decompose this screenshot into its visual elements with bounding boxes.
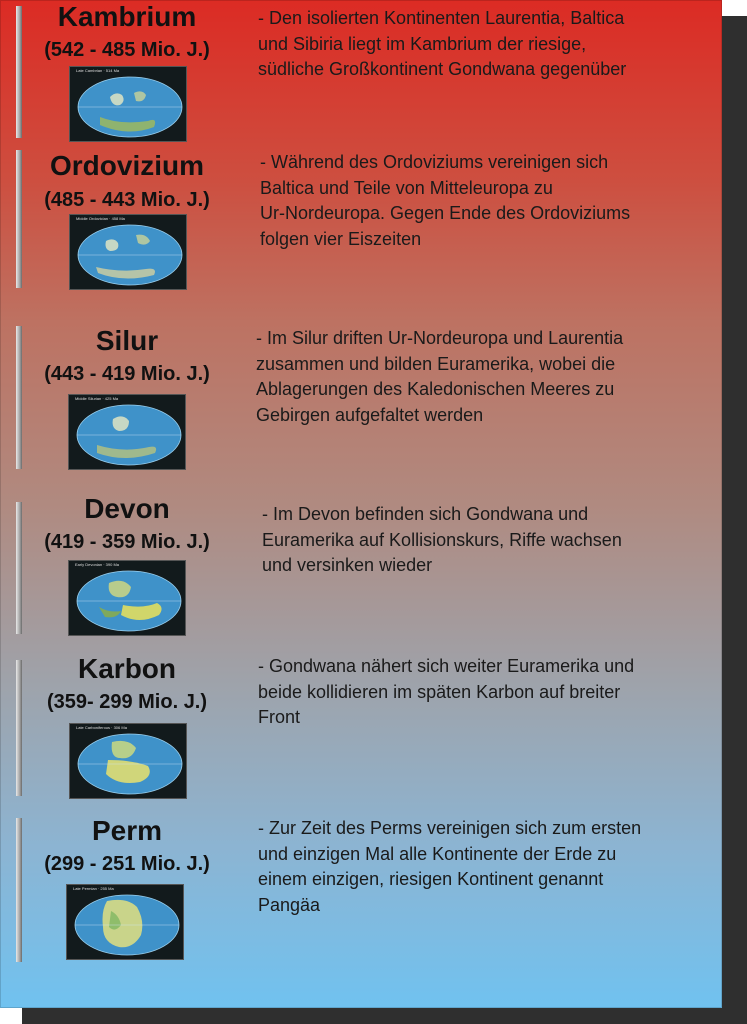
period-range: (542 - 485 Mio. J.): [44, 39, 210, 61]
period-description: - Gondwana nähert sich weiter Euramerika und beide kollidieren im späten Karbon auf breiter Front: [258, 656, 635, 727]
period-name: Ordovizium: [49, 150, 204, 181]
globe-icon: [67, 885, 183, 959]
period-name: Kambrium: [57, 1, 197, 32]
period-range: (419 - 359 Mio. J.): [44, 531, 210, 553]
period-name: Perm: [91, 815, 163, 846]
period-name: Silur: [95, 325, 159, 356]
period-range: (443 - 419 Mio. J.): [44, 363, 210, 385]
map-label: Early Devonian · 390 Ma: [75, 562, 120, 567]
period-range: (359- 299 Mio. J.): [46, 691, 208, 713]
period-description: - Zur Zeit des Perms vereinigen sich zum ersten und einzigen Mal alle Kontinente der Erde zu einem einzigen, riesigen Kontinent genannt Pangäa: [258, 818, 642, 915]
period-description: - Im Devon befinden sich Gondwana und Euramerika auf Kollisionskurs, Riffe wachsen und versinken wieder: [262, 504, 622, 575]
paleogeographic-map: [66, 884, 184, 960]
paleogeographic-map: [69, 66, 187, 142]
period-name: Devon: [84, 493, 170, 524]
map-label: Late Permian · 255 Ma: [73, 886, 114, 891]
period-range: (299 - 251 Mio. J.): [44, 853, 210, 875]
paleogeographic-map: [69, 214, 187, 290]
period-description: - Während des Ordoviziums vereinigen sich Baltica und Teile von Mitteleuropa zu Ur-Nordeuropa. Gegen Ende des Ordoviziums folgen vier Eiszeiten: [260, 152, 631, 249]
period-range: (485 - 443 Mio. J.): [44, 189, 210, 211]
map-label: Late Carboniferous · 306 Ma: [76, 725, 127, 730]
paleogeographic-map: [68, 394, 186, 470]
globe-icon: [69, 561, 185, 635]
paleogeographic-map: [69, 723, 187, 799]
map-label: Late Cambrian · 514 Ma: [76, 68, 120, 73]
period-description: - Im Silur driften Ur-Nordeuropa und Laurentia zusammen und bilden Euramerika, wobei die Ablagerungen des Kaledonischen Meeres zu Gebirgen aufgefaltet werden: [256, 328, 624, 425]
period-description: - Den isolierten Kontinenten Laurentia, Baltica und Sibiria liegt im Kambrium der riesige, südliche Großkontinent Gondwana gegenüber: [258, 8, 627, 79]
paleogeographic-map: [68, 560, 186, 636]
globe-icon: [70, 215, 186, 289]
globe-icon: [69, 395, 185, 469]
period-name: Karbon: [78, 653, 176, 684]
globe-icon: [70, 724, 186, 798]
globe-icon: [70, 67, 186, 141]
map-label: Middle Ordovician · 458 Ma: [76, 216, 125, 221]
map-label: Middle Silurian · 425 Ma: [75, 396, 119, 401]
